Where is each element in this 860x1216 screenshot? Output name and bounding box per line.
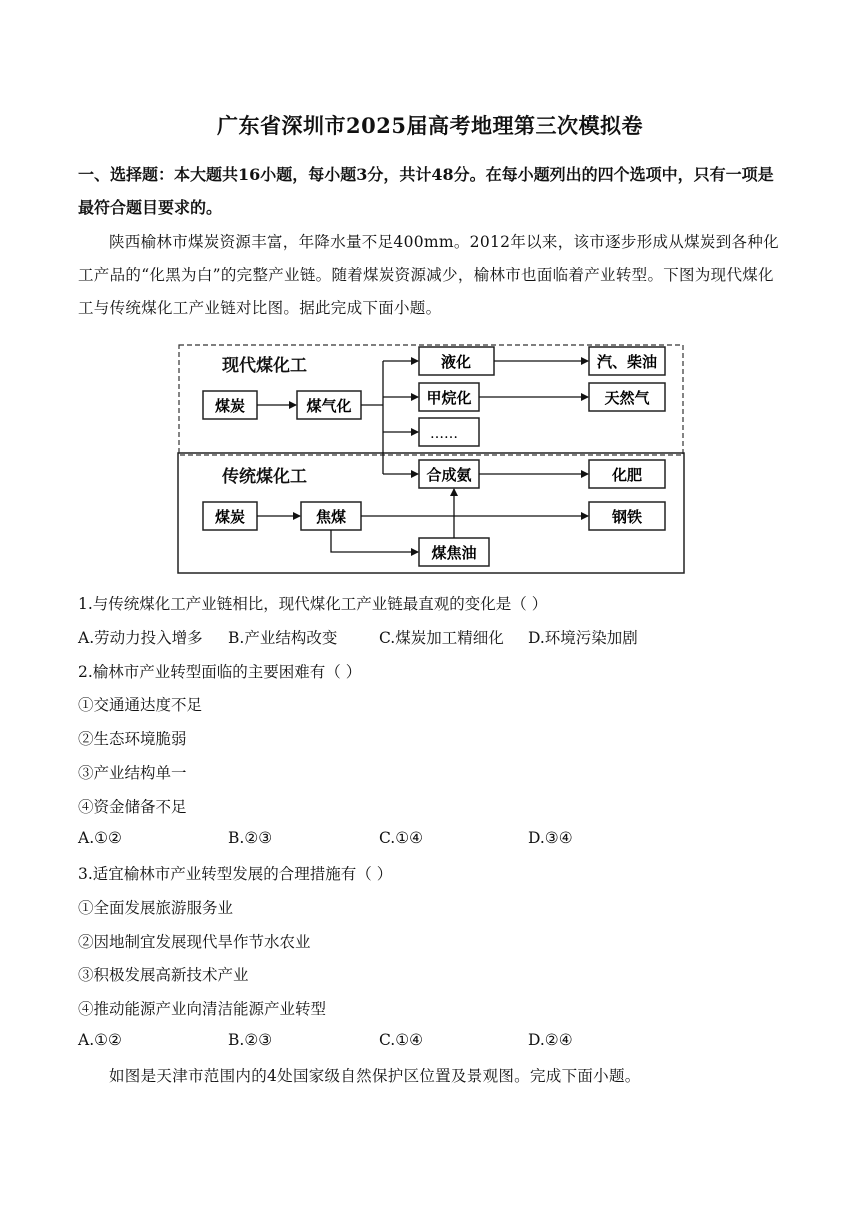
methanation-text: 甲烷化 xyxy=(426,389,472,407)
coal-tar-text: 煤焦油 xyxy=(431,544,477,562)
question-1-stem: 1.与传统煤化工产业链相比，现代煤化工产业链最直观的变化是（ ） xyxy=(78,595,548,613)
ammonia-text: 合成氨 xyxy=(426,466,472,484)
question-3-stem: 3.适宜榆林市产业转型发展的合理措施有（ ） xyxy=(78,865,393,883)
q3-option-b: B.②③ xyxy=(228,1031,273,1049)
gasoline-diesel-text: 汽、柴油 xyxy=(596,353,658,371)
q2-option-a: A.①② xyxy=(78,829,122,847)
fertilizer-text: 化肥 xyxy=(611,466,643,484)
q3-item-1: ①全面发展旅游服务业 xyxy=(78,899,234,917)
traditional-label: 传统煤化工 xyxy=(222,467,307,487)
section-heading: 一、选择题：本大题共16小题，每小题3分，共计48分。在每小题列出的四个选项中，只有一项是最符合题目要求的。 xyxy=(78,165,774,217)
liquefaction-text: 液化 xyxy=(440,353,472,371)
modern-label: 现代煤化工 xyxy=(222,356,307,376)
coal-chemical-industry-chain-diagram xyxy=(176,342,686,576)
question-1-options xyxy=(78,626,778,650)
q1-option-d: D.环境污染加剧 xyxy=(528,629,638,647)
q2-item-4: ④资金储备不足 xyxy=(78,798,187,816)
intro-paragraph: 陕西榆林市煤炭资源丰富，年降水量不足400mm。2012年以来，该市逐步形成从煤炭到各种化工产品的“化黑为白”的完整产业链。随着煤炭资源减少，榆林市也面临着产业转型。下图为现代煤化工与传统煤化工产业链对比图。据此完成下面小题。 xyxy=(78,233,779,317)
q3-item-4: ④推动能源产业向清洁能源产业转型 xyxy=(78,1000,327,1018)
q2-item-3: ③产业结构单一 xyxy=(78,764,187,782)
question-2-stem: 2.榆林市产业转型面临的主要困难有（ ） xyxy=(78,663,362,681)
arrow-coke-to-coal-tar xyxy=(331,530,418,552)
document-title: 广东省深圳市2025届高考地理第三次模拟卷 xyxy=(217,113,643,138)
q3-option-a: A.①② xyxy=(78,1031,122,1049)
q2-option-b: B.②③ xyxy=(228,829,273,847)
q3-item-2: ②因地制宜发展现代旱作节水农业 xyxy=(78,933,311,951)
q2-item-1: ①交通通达度不足 xyxy=(78,696,203,714)
q3-item-3: ③积极发展高新技术产业 xyxy=(78,966,249,984)
q3-option-d: D.②④ xyxy=(528,1031,573,1049)
q2-option-c: C.①④ xyxy=(379,829,424,847)
coke-text: 焦煤 xyxy=(315,508,347,526)
steel-text: 钢铁 xyxy=(611,508,643,526)
q1-option-b: B.产业结构改变 xyxy=(228,629,338,647)
natural-gas-text: 天然气 xyxy=(604,389,650,407)
q3-option-c: C.①④ xyxy=(379,1031,424,1049)
q1-option-a: A.劳动力投入增多 xyxy=(78,629,203,647)
coal-modern-text: 煤炭 xyxy=(214,397,246,415)
q2-item-2: ②生态环境脆弱 xyxy=(78,730,187,748)
question-3-options xyxy=(78,1031,778,1055)
question-2-options xyxy=(78,829,778,853)
next-section-intro: 如图是天津市范围内的4处国家级自然保护区位置及景观图。完成下面小题。 xyxy=(109,1067,641,1085)
q1-option-c: C.煤炭加工精细化 xyxy=(379,629,504,647)
q2-option-d: D.③④ xyxy=(528,829,573,847)
gasification-text: 煤气化 xyxy=(306,397,352,415)
coal-traditional-text: 煤炭 xyxy=(214,508,246,526)
ellipsis-text: …… xyxy=(430,426,458,442)
